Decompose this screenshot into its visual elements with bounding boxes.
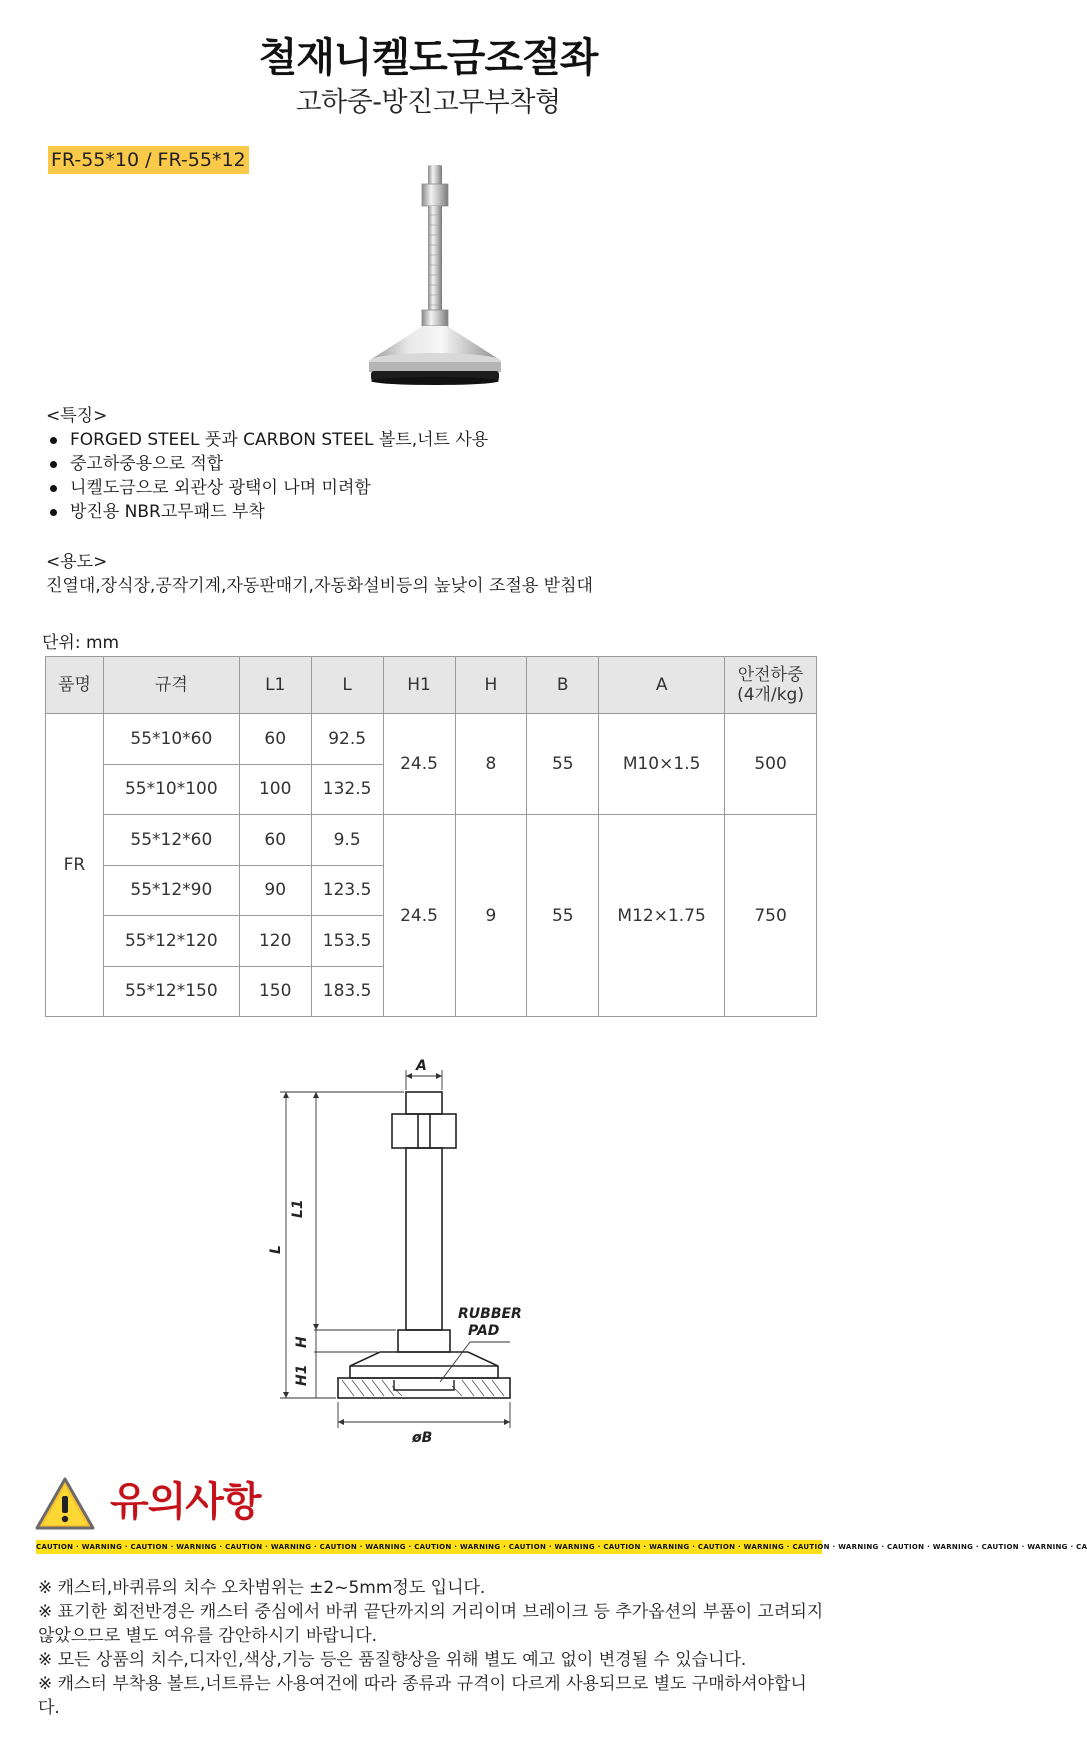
spec-cell: 55*12*90: [103, 865, 239, 916]
table-row: [46, 714, 817, 765]
column-header: 안전하중 (4개/kg): [725, 657, 817, 714]
load-cell: 750: [725, 815, 817, 1017]
l1-cell: 120: [239, 916, 311, 967]
warning-icon: [34, 1476, 96, 1532]
dimension-drawing: [270, 1050, 570, 1450]
b-cell: 55: [527, 714, 599, 815]
note-item: ※ 캐스터,바퀴류의 치수 오차범위는 ±2~5mm정도 입니다.: [38, 1578, 486, 1598]
column-header: 규격: [103, 657, 239, 714]
spec-cell: 55*12*150: [103, 966, 239, 1017]
page-title: 철재니켈도금조절좌: [258, 35, 598, 81]
spec-cell: 55*12*120: [103, 916, 239, 967]
model-badge: FR-55*10 / FR-55*12: [48, 146, 249, 174]
spec-cell: 55*10*60: [103, 714, 239, 765]
l-cell: 123.5: [311, 865, 383, 916]
column-header: H: [455, 657, 527, 714]
table-row: [46, 815, 817, 866]
h-cell: 9: [455, 815, 527, 1017]
a-cell: M12×1.75: [599, 815, 725, 1017]
product-name-cell: FR: [46, 714, 104, 1017]
features-list: [46, 428, 488, 524]
column-header: 품명: [46, 657, 104, 714]
notes-section: [38, 1576, 828, 1720]
features-heading: <특징>: [46, 406, 108, 426]
column-header: H1: [383, 657, 455, 714]
h1-cell: 24.5: [383, 714, 455, 815]
l1-cell: 90: [239, 865, 311, 916]
spec-cell: 55*10*100: [103, 764, 239, 815]
feature-item: 중고하중용으로 적합: [46, 452, 488, 476]
dim-label-b: øB: [412, 1430, 433, 1446]
note-item: ※ 모든 상품의 치수,디자인,색상,기능 등은 품질향상을 위해 별도 예고 없이 변경될 수 있습니다.: [38, 1650, 747, 1670]
dim-label-l1: L1: [290, 1199, 306, 1218]
a-cell: M10×1.5: [599, 714, 725, 815]
dim-label-a: A: [416, 1058, 427, 1074]
feature-item: 방진용 NBR고무패드 부착: [46, 500, 488, 524]
h1-cell: 24.5: [383, 815, 455, 1017]
usage-text: 진열대,장식장,공작기계,자동판매기,자동화설비등의 높낮이 조절용 받침대: [46, 576, 593, 596]
l-cell: 132.5: [311, 764, 383, 815]
l1-cell: 60: [239, 714, 311, 765]
caution-title: 유의사항: [110, 1479, 261, 1525]
usage-heading: <용도>: [46, 552, 108, 572]
unit-label: 단위: mm: [42, 633, 120, 653]
l-cell: 9.5: [311, 815, 383, 866]
dim-label-h1: H1: [294, 1364, 310, 1386]
spec-cell: 55*12*60: [103, 815, 239, 866]
spec-table: [45, 656, 817, 1017]
caution-tape: CAUTION · WARNING · CAUTION · WARNING · CAUTION · WARNING · CAUTION · WARNING · CAUTION · WARNING · CAUTION · WARNING · CAUTION · WARNING · CAUTION · WARNING · CAUTION · WARNING · CAUTION · WARNING · CAUTION · WARNING · CA: [36, 1540, 822, 1554]
l-cell: 153.5: [311, 916, 383, 967]
page-subtitle: 고하중-방진고무부착형: [295, 87, 561, 118]
table-header-row: [46, 657, 817, 714]
l1-cell: 60: [239, 815, 311, 866]
feature-item: FORGED STEEL 풋과 CARBON STEEL 볼트,너트 사용: [46, 428, 488, 452]
dim-label-h: H: [294, 1336, 310, 1348]
l-cell: 92.5: [311, 714, 383, 765]
b-cell: 55: [527, 815, 599, 1017]
column-header: L: [311, 657, 383, 714]
column-header: L1: [239, 657, 311, 714]
usage-section: [46, 550, 593, 598]
l-cell: 183.5: [311, 966, 383, 1017]
note-item: ※ 캐스터 부착용 볼트,너트류는 사용여건에 따라 종류과 규격이 다르게 사용되므로 별도 구매하셔야합니다.: [38, 1674, 807, 1718]
l1-cell: 150: [239, 966, 311, 1017]
note-item: ※ 표기한 회전반경은 캐스터 중심에서 바퀴 끝단까지의 거리이며 브레이크 등 추가옵션의 부품이 고려되지 않았으므로 별도 여유를 감안하시기 바랍니다.: [38, 1602, 824, 1646]
features-section: [46, 404, 488, 524]
dim-label-l: L: [268, 1245, 284, 1254]
column-header: A: [599, 657, 725, 714]
column-header: B: [527, 657, 599, 714]
rubber-label: RUBBER: [458, 1306, 522, 1322]
l1-cell: 100: [239, 764, 311, 815]
load-cell: 500: [725, 714, 817, 815]
pad-label: PAD: [468, 1323, 500, 1339]
feature-item: 니켈도금으로 외관상 광택이 나며 미려함: [46, 476, 488, 500]
h-cell: 8: [455, 714, 527, 815]
